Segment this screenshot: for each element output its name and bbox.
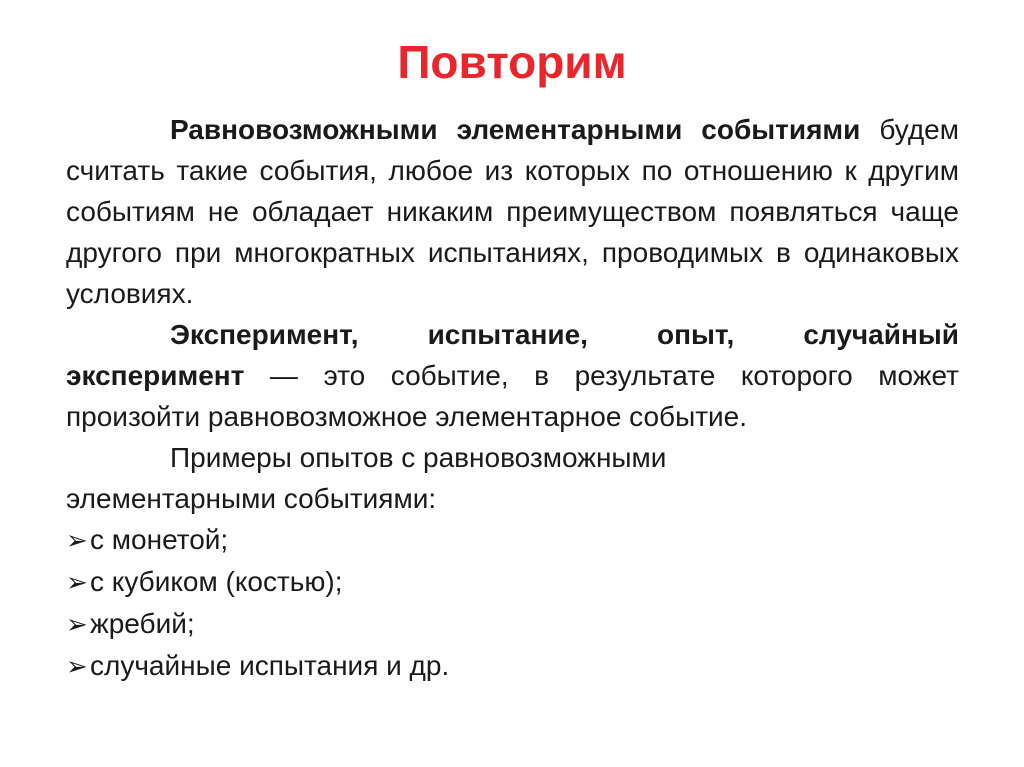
- slide-title: Повторим: [397, 36, 627, 88]
- definition-term-equiprobable: Равновозможными элементарными событиями: [170, 114, 861, 145]
- list-item-text: с кубиком (костью);: [90, 566, 343, 597]
- slide-content: [66, 109, 959, 687]
- definition-text-experiment: — это событие, в результате которого может произойти равновозможное элементарное событие.: [66, 360, 959, 432]
- list-item: [66, 561, 959, 603]
- arrow-bullet-icon: ➢: [66, 651, 88, 681]
- list-item: [66, 603, 959, 645]
- examples-list: [66, 519, 959, 687]
- definition-paragraph-experiment: [66, 314, 959, 437]
- definition-term-experiment: Эксперимент, испытание, опыт, случайный эксперимент: [66, 319, 959, 391]
- definition-paragraph-equiprobable: [66, 109, 959, 314]
- list-item: [66, 519, 959, 561]
- list-item-text: жребий;: [90, 608, 195, 639]
- definition-text-equiprobable: будем считать такие события, любое из которых по отношению к другим событиям не обладает никаким преимуществом появляться чаще другого при многократных испытаниях, проводимых в одинаковых условиях.: [66, 114, 959, 309]
- examples-intro-line1: Примеры опытов с равновозможными: [170, 442, 667, 473]
- arrow-bullet-icon: ➢: [66, 567, 88, 597]
- list-item-text: случайные испытания и др.: [90, 650, 450, 681]
- list-item-text: с монетой;: [90, 524, 229, 555]
- arrow-bullet-icon: ➢: [66, 609, 88, 639]
- examples-intro-line2: элементарными событиями:: [66, 483, 437, 514]
- arrow-bullet-icon: ➢: [66, 525, 88, 555]
- list-item: [66, 645, 959, 687]
